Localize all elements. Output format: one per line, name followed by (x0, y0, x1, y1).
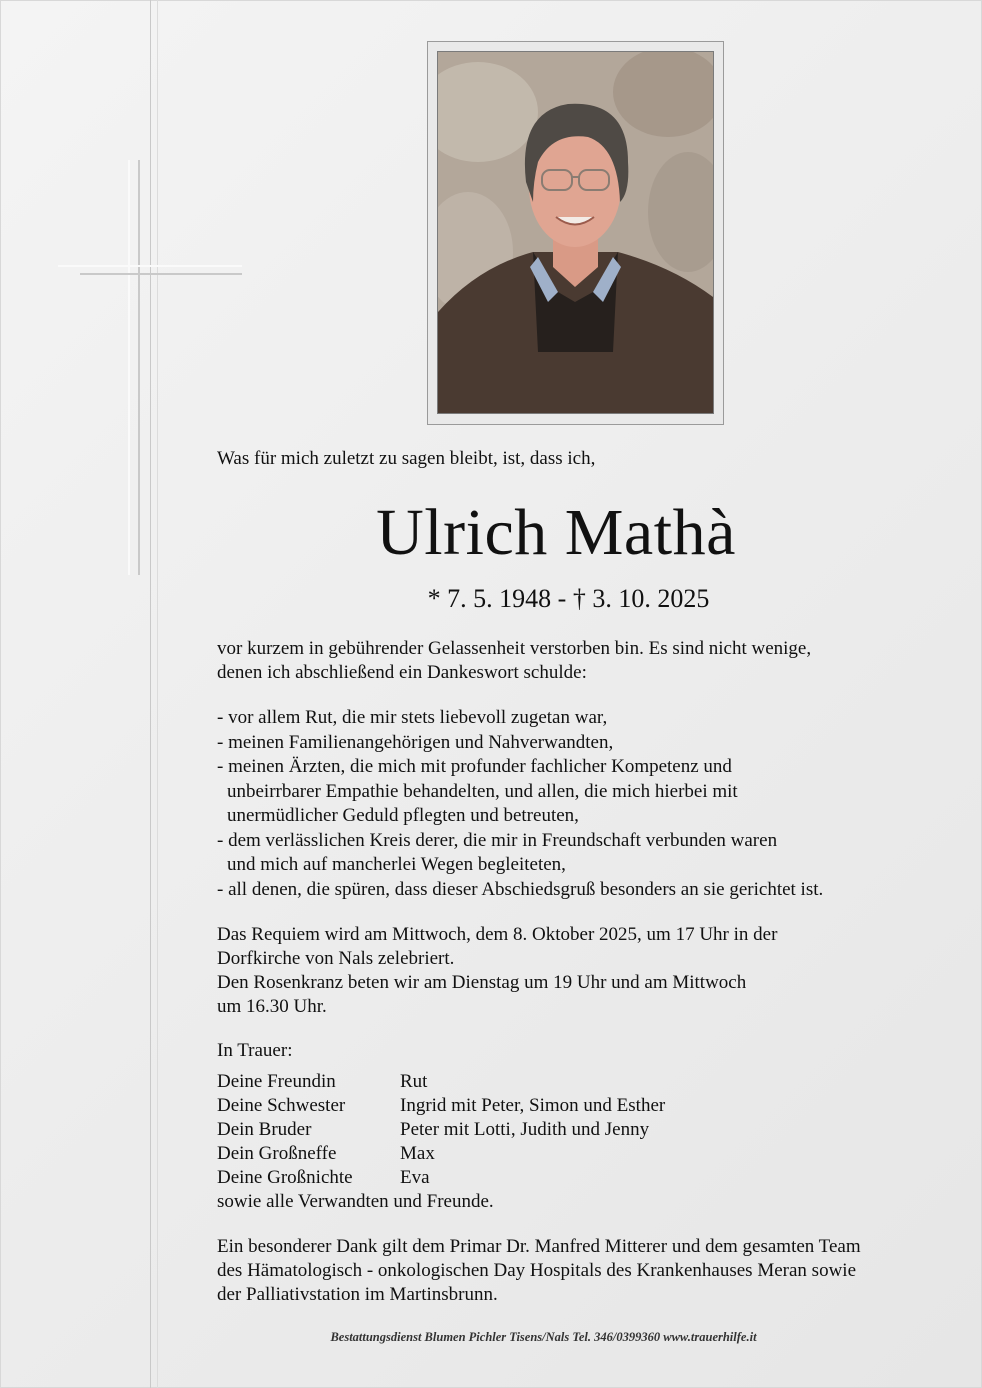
mourner-names: Max (400, 1143, 435, 1164)
mourner-row (217, 1070, 665, 1094)
mourner-names: Ingrid mit Peter, Simon und Esther (400, 1095, 666, 1116)
list-item: - dem verlässlichen Kreis derer, die mir in Freundschaft verbunden waren (217, 829, 778, 851)
life-dates: * 7. 5. 1948 - † 3. 10. 2025 (427, 584, 710, 613)
deceased-name: Ulrich Mathà (376, 496, 736, 569)
mourners-closing: sowie alle Verwandten und Freunde. (217, 1191, 494, 1212)
portrait-frame (427, 41, 724, 425)
paragraph-line: denen ich abschließend ein Dankeswort schulde: (217, 662, 587, 683)
paragraph-line: vor kurzem in gebührender Gelassenheit verstorben bin. Es sind nicht wenige, (217, 638, 812, 659)
list-item: - all denen, die spüren, dass dieser Abschiedsgruß besonders an sie gerichtet ist. (217, 878, 824, 900)
requiem-line: Das Requiem wird am Mittwoch, dem 8. Oktober 2025, um 17 Uhr in der (217, 924, 778, 945)
list-item: - meinen Ärzten, die mich mit profunder fachlicher Kompetenz und (217, 756, 732, 777)
list-item: und mich auf mancherlei Wegen begleiteten, (227, 854, 566, 875)
list-item: - meinen Familienangehörigen und Nahverwandten, (217, 731, 614, 753)
mourner-row (217, 1094, 665, 1118)
mourner-row (217, 1118, 665, 1142)
border-line-left-inner (157, 0, 158, 1388)
special-thanks-line: Ein besonderer Dank gilt dem Primar Dr. Manfred Mitterer und dem gesamten Team (217, 1236, 861, 1257)
list-item: unermüdlicher Geduld pflegten und betreuten, (227, 805, 579, 826)
mourner-names: Eva (400, 1167, 430, 1188)
intro-line: Was für mich zuletzt zu sagen bleibt, ist, dass ich, (217, 448, 596, 469)
mourner-relation: Dein Bruder (217, 1119, 312, 1140)
mourner-relation: Deine Freundin (217, 1071, 336, 1092)
special-thanks-line: des Hämatologisch - onkologischen Day Hospitals des Krankenhauses Meran sowie (217, 1260, 856, 1281)
requiem-line: um 16.30 Uhr. (217, 996, 327, 1017)
mourner-row (217, 1142, 665, 1166)
list-item: - vor allem Rut, die mir stets liebevoll zugetan war, (217, 707, 608, 728)
portrait-photo (437, 51, 714, 414)
requiem-line: Den Rosenkranz beten wir am Dienstag um 19 Uhr und am Mittwoch (217, 972, 747, 993)
in-trauer-heading: In Trauer: (217, 1040, 293, 1061)
mourner-row (217, 1166, 665, 1190)
mourner-relation: Deine Großnichte (217, 1167, 353, 1188)
funeral-service-footer: Bestattungsdienst Blumen Pichler Tisens/Nals Tel. 346/0399360 www.trauerhilfe.it (330, 1330, 757, 1344)
mourner-names: Rut (400, 1071, 428, 1092)
mourners-list (217, 1070, 665, 1214)
list-item: unbeirrbarer Empathie behandelten, und allen, die mich hierbei mit (227, 780, 738, 802)
thanks-list (217, 706, 823, 902)
mourner-names: Peter mit Lotti, Judith und Jenny (400, 1119, 650, 1140)
mourner-relation: Deine Schwester (217, 1095, 346, 1116)
requiem-line: Dorfkirche von Nals zelebriert. (217, 948, 455, 969)
special-thanks-line: der Palliativstation im Martinsbrunn. (217, 1284, 498, 1305)
mourner-relation: Dein Großneffe (217, 1143, 337, 1164)
border-line-left (150, 0, 151, 1388)
